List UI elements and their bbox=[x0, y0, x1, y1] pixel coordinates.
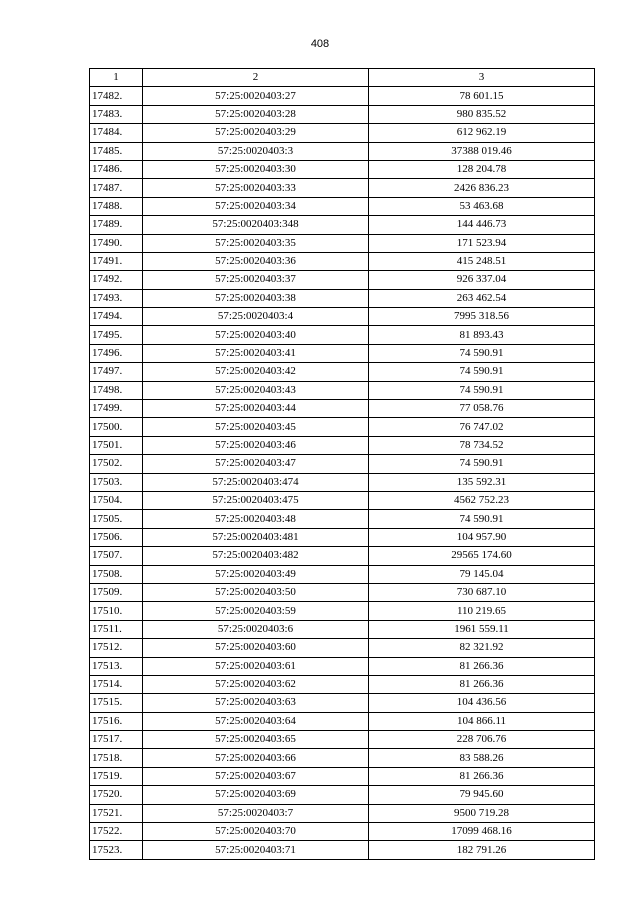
row-number-cell: 17485. bbox=[90, 142, 143, 160]
row-number-cell: 17488. bbox=[90, 197, 143, 215]
cadastral-number-cell: 57:25:0020403:43 bbox=[143, 381, 369, 399]
value-cell: 78 601.15 bbox=[369, 87, 595, 105]
row-number-cell: 17502. bbox=[90, 455, 143, 473]
value-cell: 9500 719.28 bbox=[369, 804, 595, 822]
column-header-cadastral-number: 2 bbox=[143, 69, 369, 87]
table-body bbox=[90, 87, 595, 859]
value-cell: 144 446.73 bbox=[369, 216, 595, 234]
cadastral-number-cell: 57:25:0020403:482 bbox=[143, 547, 369, 565]
page-number: 408 bbox=[310, 38, 330, 50]
table-row bbox=[90, 400, 595, 418]
cadastral-number-cell: 57:25:0020403:71 bbox=[143, 841, 369, 859]
table-row bbox=[90, 657, 595, 675]
cadastral-number-cell: 57:25:0020403:33 bbox=[143, 179, 369, 197]
row-number-cell: 17509. bbox=[90, 583, 143, 601]
row-number-cell: 17520. bbox=[90, 786, 143, 804]
table-row bbox=[90, 326, 595, 344]
cadastral-number-cell: 57:25:0020403:64 bbox=[143, 712, 369, 730]
cadastral-number-cell: 57:25:0020403:70 bbox=[143, 823, 369, 841]
table-row bbox=[90, 179, 595, 197]
cadastral-number-cell: 57:25:0020403:59 bbox=[143, 602, 369, 620]
cadastral-number-cell: 57:25:0020403:7 bbox=[143, 804, 369, 822]
table-row bbox=[90, 252, 595, 270]
row-number-cell: 17486. bbox=[90, 160, 143, 178]
cadastral-number-cell: 57:25:0020403:35 bbox=[143, 234, 369, 252]
cadastral-number-cell: 57:25:0020403:29 bbox=[143, 124, 369, 142]
row-number-cell: 17490. bbox=[90, 234, 143, 252]
table-row bbox=[90, 234, 595, 252]
cadastral-number-cell: 57:25:0020403:30 bbox=[143, 160, 369, 178]
row-number-cell: 17495. bbox=[90, 326, 143, 344]
row-number-cell: 17514. bbox=[90, 675, 143, 693]
row-number-cell: 17501. bbox=[90, 436, 143, 454]
cadastral-number-cell: 57:25:0020403:474 bbox=[143, 473, 369, 491]
value-cell: 7995 318.56 bbox=[369, 308, 595, 326]
cadastral-value-table bbox=[89, 68, 595, 860]
table-row bbox=[90, 308, 595, 326]
table-row bbox=[90, 528, 595, 546]
table-row bbox=[90, 510, 595, 528]
row-number-cell: 17510. bbox=[90, 602, 143, 620]
value-cell: 104 957.90 bbox=[369, 528, 595, 546]
table-header-row bbox=[90, 69, 595, 87]
row-number-cell: 17523. bbox=[90, 841, 143, 859]
cadastral-number-cell: 57:25:0020403:65 bbox=[143, 731, 369, 749]
cadastral-number-cell: 57:25:0020403:42 bbox=[143, 363, 369, 381]
row-number-cell: 17506. bbox=[90, 528, 143, 546]
value-cell: 74 590.91 bbox=[369, 510, 595, 528]
cadastral-number-cell: 57:25:0020403:49 bbox=[143, 565, 369, 583]
cadastral-number-cell: 57:25:0020403:60 bbox=[143, 639, 369, 657]
row-number-cell: 17515. bbox=[90, 694, 143, 712]
cadastral-number-cell: 57:25:0020403:28 bbox=[143, 105, 369, 123]
row-number-cell: 17487. bbox=[90, 179, 143, 197]
value-cell: 29565 174.60 bbox=[369, 547, 595, 565]
row-number-cell: 17507. bbox=[90, 547, 143, 565]
cadastral-number-cell: 57:25:0020403:44 bbox=[143, 400, 369, 418]
table-row bbox=[90, 289, 595, 307]
table-row bbox=[90, 473, 595, 491]
table-row bbox=[90, 823, 595, 841]
value-cell: 37388 019.46 bbox=[369, 142, 595, 160]
value-cell: 1961 559.11 bbox=[369, 620, 595, 638]
value-cell: 4562 752.23 bbox=[369, 491, 595, 509]
table-row bbox=[90, 455, 595, 473]
row-number-cell: 17508. bbox=[90, 565, 143, 583]
row-number-cell: 17513. bbox=[90, 657, 143, 675]
row-number-cell: 17504. bbox=[90, 491, 143, 509]
table-row bbox=[90, 363, 595, 381]
table-row bbox=[90, 712, 595, 730]
row-number-cell: 17518. bbox=[90, 749, 143, 767]
table-row bbox=[90, 694, 595, 712]
value-cell: 926 337.04 bbox=[369, 271, 595, 289]
table-row bbox=[90, 639, 595, 657]
table-row bbox=[90, 602, 595, 620]
value-cell: 74 590.91 bbox=[369, 344, 595, 362]
row-number-cell: 17489. bbox=[90, 216, 143, 234]
row-number-cell: 17522. bbox=[90, 823, 143, 841]
value-cell: 81 266.36 bbox=[369, 767, 595, 785]
value-cell: 980 835.52 bbox=[369, 105, 595, 123]
row-number-cell: 17496. bbox=[90, 344, 143, 362]
cadastral-number-cell: 57:25:0020403:3 bbox=[143, 142, 369, 160]
cadastral-number-cell: 57:25:0020403:47 bbox=[143, 455, 369, 473]
table-row bbox=[90, 105, 595, 123]
table-row bbox=[90, 767, 595, 785]
cadastral-number-cell: 57:25:0020403:61 bbox=[143, 657, 369, 675]
value-cell: 128 204.78 bbox=[369, 160, 595, 178]
table-row bbox=[90, 87, 595, 105]
table-row bbox=[90, 197, 595, 215]
value-cell: 74 590.91 bbox=[369, 381, 595, 399]
value-cell: 104 436.56 bbox=[369, 694, 595, 712]
value-cell: 415 248.51 bbox=[369, 252, 595, 270]
row-number-cell: 17491. bbox=[90, 252, 143, 270]
value-cell: 79 145.04 bbox=[369, 565, 595, 583]
value-cell: 81 893.43 bbox=[369, 326, 595, 344]
cadastral-number-cell: 57:25:0020403:475 bbox=[143, 491, 369, 509]
row-number-cell: 17517. bbox=[90, 731, 143, 749]
cadastral-number-cell: 57:25:0020403:48 bbox=[143, 510, 369, 528]
row-number-cell: 17483. bbox=[90, 105, 143, 123]
row-number-cell: 17493. bbox=[90, 289, 143, 307]
row-number-cell: 17503. bbox=[90, 473, 143, 491]
row-number-cell: 17492. bbox=[90, 271, 143, 289]
value-cell: 612 962.19 bbox=[369, 124, 595, 142]
row-number-cell: 17500. bbox=[90, 418, 143, 436]
row-number-cell: 17499. bbox=[90, 400, 143, 418]
table-row bbox=[90, 675, 595, 693]
cadastral-number-cell: 57:25:0020403:50 bbox=[143, 583, 369, 601]
value-cell: 81 266.36 bbox=[369, 675, 595, 693]
cadastral-number-cell: 57:25:0020403:45 bbox=[143, 418, 369, 436]
cadastral-number-cell: 57:25:0020403:66 bbox=[143, 749, 369, 767]
row-number-cell: 17482. bbox=[90, 87, 143, 105]
table-row bbox=[90, 731, 595, 749]
table-row bbox=[90, 547, 595, 565]
cadastral-number-cell: 57:25:0020403:348 bbox=[143, 216, 369, 234]
table-row bbox=[90, 804, 595, 822]
value-cell: 182 791.26 bbox=[369, 841, 595, 859]
table-row bbox=[90, 216, 595, 234]
table-row bbox=[90, 418, 595, 436]
value-cell: 104 866.11 bbox=[369, 712, 595, 730]
row-number-cell: 17521. bbox=[90, 804, 143, 822]
value-cell: 74 590.91 bbox=[369, 363, 595, 381]
table-row bbox=[90, 381, 595, 399]
table-row bbox=[90, 749, 595, 767]
value-cell: 17099 468.16 bbox=[369, 823, 595, 841]
cadastral-number-cell: 57:25:0020403:40 bbox=[143, 326, 369, 344]
value-cell: 74 590.91 bbox=[369, 455, 595, 473]
row-number-cell: 17497. bbox=[90, 363, 143, 381]
table-row bbox=[90, 620, 595, 638]
table-row bbox=[90, 344, 595, 362]
row-number-cell: 17512. bbox=[90, 639, 143, 657]
value-cell: 77 058.76 bbox=[369, 400, 595, 418]
column-header-number: 1 bbox=[90, 69, 143, 87]
table-row bbox=[90, 436, 595, 454]
table-row bbox=[90, 160, 595, 178]
table-row bbox=[90, 491, 595, 509]
row-number-cell: 17494. bbox=[90, 308, 143, 326]
value-cell: 81 266.36 bbox=[369, 657, 595, 675]
value-cell: 171 523.94 bbox=[369, 234, 595, 252]
cadastral-number-cell: 57:25:0020403:46 bbox=[143, 436, 369, 454]
row-number-cell: 17519. bbox=[90, 767, 143, 785]
row-number-cell: 17484. bbox=[90, 124, 143, 142]
value-cell: 730 687.10 bbox=[369, 583, 595, 601]
value-cell: 2426 836.23 bbox=[369, 179, 595, 197]
row-number-cell: 17511. bbox=[90, 620, 143, 638]
cadastral-number-cell: 57:25:0020403:6 bbox=[143, 620, 369, 638]
value-cell: 110 219.65 bbox=[369, 602, 595, 620]
row-number-cell: 17516. bbox=[90, 712, 143, 730]
cadastral-number-cell: 57:25:0020403:41 bbox=[143, 344, 369, 362]
value-cell: 82 321.92 bbox=[369, 639, 595, 657]
value-cell: 228 706.76 bbox=[369, 731, 595, 749]
cadastral-number-cell: 57:25:0020403:37 bbox=[143, 271, 369, 289]
value-cell: 135 592.31 bbox=[369, 473, 595, 491]
column-header-value: 3 bbox=[369, 69, 595, 87]
table-row bbox=[90, 124, 595, 142]
table-row bbox=[90, 565, 595, 583]
cadastral-number-cell: 57:25:0020403:38 bbox=[143, 289, 369, 307]
table-row bbox=[90, 583, 595, 601]
cadastral-number-cell: 57:25:0020403:27 bbox=[143, 87, 369, 105]
value-cell: 53 463.68 bbox=[369, 197, 595, 215]
cadastral-number-cell: 57:25:0020403:4 bbox=[143, 308, 369, 326]
cadastral-number-cell: 57:25:0020403:34 bbox=[143, 197, 369, 215]
value-cell: 83 588.26 bbox=[369, 749, 595, 767]
value-cell: 79 945.60 bbox=[369, 786, 595, 804]
cadastral-number-cell: 57:25:0020403:63 bbox=[143, 694, 369, 712]
row-number-cell: 17505. bbox=[90, 510, 143, 528]
table-row bbox=[90, 271, 595, 289]
cadastral-number-cell: 57:25:0020403:67 bbox=[143, 767, 369, 785]
table-row bbox=[90, 841, 595, 859]
cadastral-number-cell: 57:25:0020403:62 bbox=[143, 675, 369, 693]
value-cell: 263 462.54 bbox=[369, 289, 595, 307]
row-number-cell: 17498. bbox=[90, 381, 143, 399]
cadastral-number-cell: 57:25:0020403:69 bbox=[143, 786, 369, 804]
value-cell: 78 734.52 bbox=[369, 436, 595, 454]
table-row bbox=[90, 786, 595, 804]
cadastral-number-cell: 57:25:0020403:481 bbox=[143, 528, 369, 546]
value-cell: 76 747.02 bbox=[369, 418, 595, 436]
cadastral-number-cell: 57:25:0020403:36 bbox=[143, 252, 369, 270]
table-row bbox=[90, 142, 595, 160]
